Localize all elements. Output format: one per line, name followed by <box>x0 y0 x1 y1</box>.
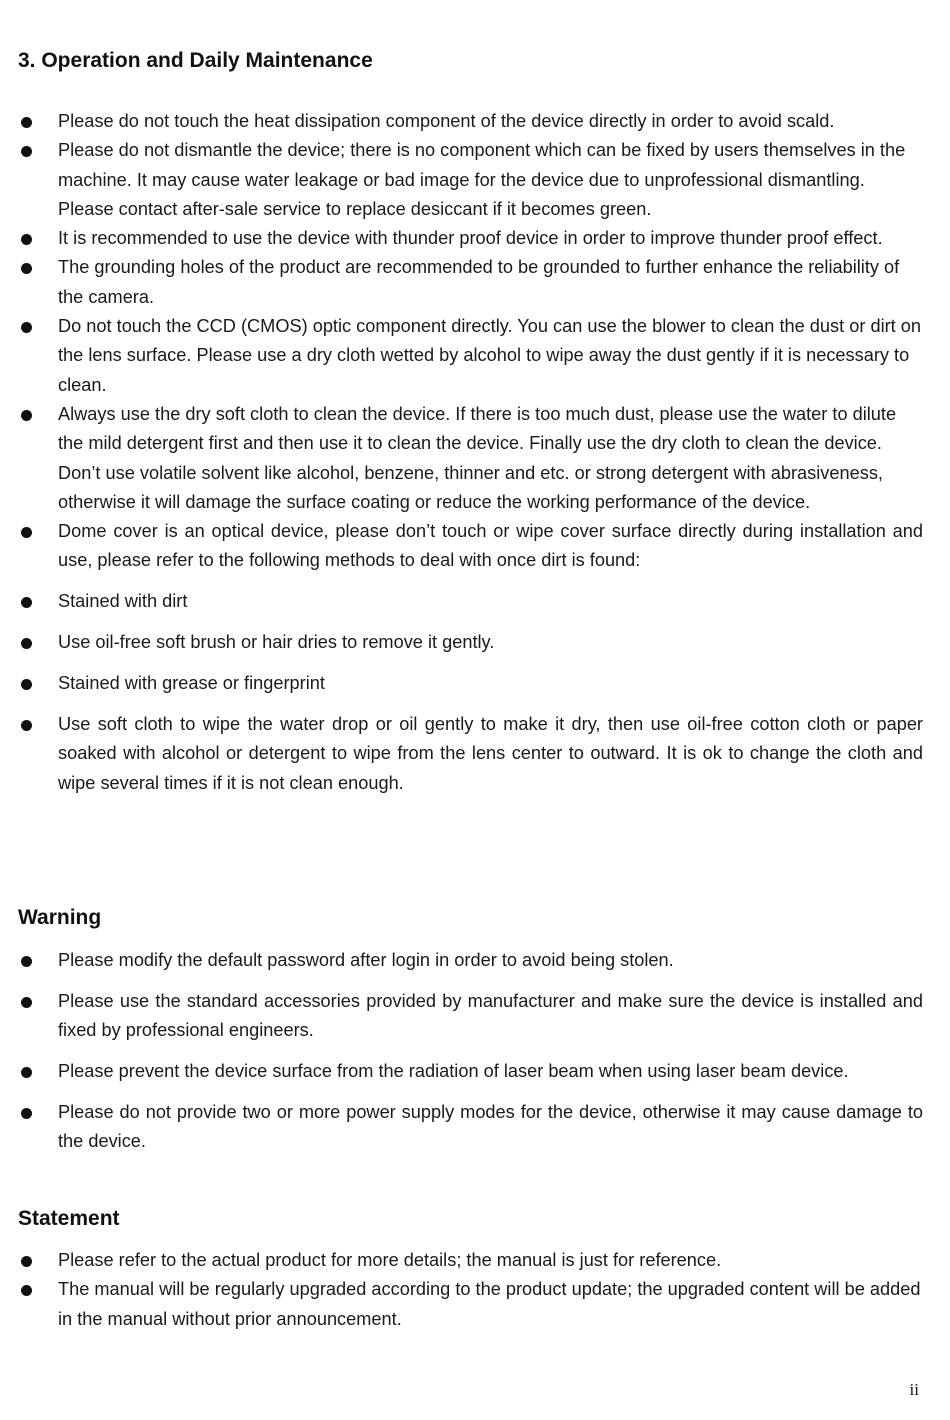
statement-heading: Statement <box>18 1207 120 1230</box>
list-item-text: It is recommended to use the device with thunder proof device in order to improve thunder proof effect. <box>58 228 883 249</box>
list-item <box>18 669 923 698</box>
list-item <box>18 312 923 400</box>
list-item <box>18 1246 923 1275</box>
warning-list <box>18 946 923 1157</box>
list-item <box>18 136 923 224</box>
bullet-icon <box>21 410 32 421</box>
list-item <box>18 710 923 798</box>
bullet-icon <box>21 322 32 333</box>
bullet-icon <box>21 1285 32 1296</box>
bullet-icon <box>21 1067 32 1078</box>
list-item-text: Please refer to the actual product for more details; the manual is just for reference. <box>58 1250 722 1270</box>
bullet-icon <box>21 234 32 245</box>
list-item-text: Please modify the default password after login in order to avoid being stolen. <box>58 950 674 970</box>
list-item <box>18 517 923 576</box>
list-item-text: Please use the standard accessories provided by manufacturer and make sure the device is installed and fixed by professional engineers. <box>58 990 923 1041</box>
bullet-icon <box>21 997 32 1008</box>
list-item <box>18 1057 923 1086</box>
list-item <box>18 1098 923 1157</box>
list-item-text: Use soft cloth to wipe the water drop or oil gently to make it dry, then use oil-free cotton cloth or paper soaked with alcohol or detergent to wipe from the lens center to outward. It is ok to change the cloth and wipe several times if it is not clean enough. <box>58 714 923 793</box>
list-item <box>18 628 923 657</box>
list-item-text: Stained with grease or fingerprint <box>58 673 325 694</box>
maintenance-section <box>18 48 923 798</box>
list-item <box>18 224 923 253</box>
bullet-icon <box>21 1108 32 1119</box>
list-item-text: Please do not dismantle the device; there is no component which can be fixed by users themselves in the machine. It may cause water leakage or bad image for the device due to unprofessional dismantling. Please contact after-sale service to replace desiccant if it becomes green. <box>58 140 906 219</box>
warning-heading: Warning <box>18 906 102 929</box>
cleaning-methods-list <box>18 587 923 798</box>
maintenance-heading: 3. Operation and Daily Maintenance <box>18 49 373 72</box>
list-item-text: Stained with dirt <box>58 591 188 612</box>
list-item <box>18 1275 923 1334</box>
list-item-text: Use oil-free soft brush or hair dries to remove it gently. <box>58 632 495 653</box>
list-item <box>18 587 923 616</box>
bullet-icon <box>21 527 32 538</box>
bullet-icon <box>21 638 32 649</box>
statement-section <box>18 1206 923 1334</box>
bullet-icon <box>21 263 32 274</box>
bullet-icon <box>21 956 32 967</box>
warning-section <box>18 905 923 1157</box>
bullet-icon <box>21 679 32 690</box>
bullet-icon <box>21 597 32 608</box>
bullet-icon <box>21 720 32 731</box>
statement-list <box>18 1246 923 1334</box>
list-item <box>18 107 923 136</box>
page-number: ii <box>909 1380 919 1399</box>
list-item <box>18 400 923 517</box>
list-item <box>18 946 923 975</box>
bullet-icon <box>21 1256 32 1267</box>
list-item-text: Always use the dry soft cloth to clean the device. If there is too much dust, please use the water to dilute the mild detergent first and then use it to clean the device. Finally use the dry cloth to clean the device. Don’t use volatile solvent like alcohol, benzene, thinner and etc. or strong detergent with abrasiveness, otherwise it will damage the surface coating or reduce the working performance of the device. <box>58 403 897 512</box>
list-item <box>18 253 923 312</box>
list-item-text: Please prevent the device surface from the radiation of laser beam when using laser beam device. <box>58 1061 849 1082</box>
list-item-text: Please do not touch the heat dissipation component of the device directly in order to avoid scald. <box>58 111 835 131</box>
list-item-text: Do not touch the CCD (CMOS) optic component directly. You can use the blower to clean the dust or dirt on the lens surface. Please use a dry cloth wetted by alcohol to wipe away the dust gently if it is necessary to clean. <box>58 316 922 395</box>
list-item-text: Dome cover is an optical device, please don’t touch or wipe cover surface directly during installation and use, please refer to the following methods to deal with once dirt is found: <box>58 521 923 571</box>
bullet-icon <box>21 117 32 128</box>
list-item <box>18 987 923 1046</box>
list-item-text: Please do not provide two or more power supply modes for the device, otherwise it may cause damage to the device. <box>58 1101 923 1152</box>
list-item-text: The grounding holes of the product are recommended to be grounded to further enhance the reliability of the camera. <box>58 257 900 307</box>
list-item-text: The manual will be regularly upgraded according to the product update; the upgraded content will be added in the manual without prior announcement. <box>58 1279 921 1329</box>
maintenance-list <box>18 107 923 576</box>
bullet-icon <box>21 146 32 157</box>
